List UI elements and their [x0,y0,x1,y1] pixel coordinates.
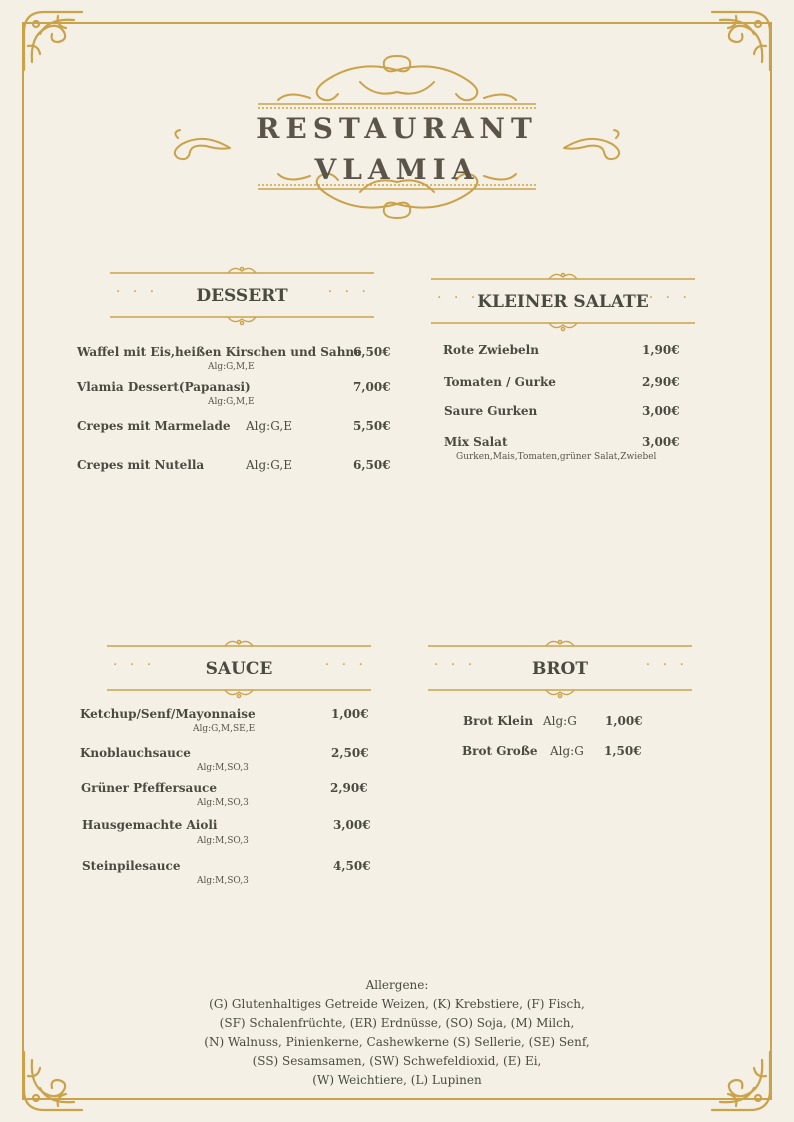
menu-item-price: 3,00€ [642,435,680,449]
menu-item-price: 7,00€ [353,380,391,394]
menu-item-allergens: Alg:M,SO,3 [197,876,249,886]
decorative-dots: · · · [116,284,159,300]
section-header-sauce [107,639,371,701]
section-header-kleiner-salate [431,272,695,334]
menu-item-price: 1,90€ [642,343,680,357]
menu-item-name: Brot Klein [463,714,534,728]
corner-ornament-top-left [18,6,88,76]
menu-item-price: 6,50€ [353,458,391,472]
menu-item-price: 6,50€ [353,345,391,359]
menu-item-price: 3,00€ [642,404,680,418]
menu-item-name: Hausgemachte Aioli [82,818,218,832]
menu-item-price: 1,00€ [331,707,369,721]
menu-item-price: 5,50€ [353,419,391,433]
menu-item-name: Brot Große [462,744,538,758]
section-title-brot: BROT [532,659,588,679]
menu-item-allergens: Alg:G [543,714,577,728]
allergen-legend [160,976,634,1090]
menu-item-allergens: Alg:M,SO,3 [197,836,249,846]
decorative-dots: · · · [645,657,688,673]
restaurant-name-line1: RESTAURANT [256,112,538,145]
decorative-dots: · · · [434,657,477,673]
menu-item-price: 3,00€ [333,818,371,832]
menu-item-name: Mix Salat [444,435,508,449]
section-title-kleiner-salate: KLEINER SALATE [477,292,649,312]
restaurant-name-line2: VLAMIA [314,153,480,186]
menu-item-name: Steinpilesauce [82,859,181,873]
decorative-dots: · · · [324,657,367,673]
menu-item-name: Tomaten / Gurke [444,375,556,389]
section-header-dessert [110,266,374,328]
menu-item-name: Crepes mit Nutella [77,458,205,472]
menu-item-name: Knoblauchsauce [80,746,191,760]
restaurant-header [160,52,634,224]
menu-item-allergens: Alg:M,SO,3 [197,798,249,808]
corner-ornament-top-right [706,6,776,76]
corner-ornament-bottom-left [18,1046,88,1116]
allergen-heading: Allergene: [365,978,429,992]
corner-ornament-bottom-right [706,1046,776,1116]
menu-item-name: Saure Gurken [444,404,538,418]
menu-item-allergens: Alg:G,E [246,419,292,433]
section-header-brot [428,639,692,701]
menu-item-name: Waffel mit Eis,heißen Kirschen und Sahne [77,345,362,359]
menu-item-allergens: Alg:G,M,E [208,397,255,407]
allergen-line: (G) Glutenhaltiges Getreide Weizen, (K) Krebstiere, (F) Fisch, [209,997,585,1011]
menu-item-price: 1,00€ [605,714,643,728]
menu-item-allergens: Alg:G [550,744,584,758]
allergen-line: (SS) Sesamsamen, (SW) Schwefeldioxid, (E) Ei, [252,1054,542,1068]
decorative-dots: · · · [113,657,156,673]
menu-item-price: 2,90€ [330,781,368,795]
menu-item-description: Gurken,Mais,Tomaten,grüner Salat,Zwiebel [456,452,657,462]
menu-item-name: Rote Zwiebeln [443,343,539,357]
menu-item-name: Ketchup/Senf/Mayonnaise [80,707,256,721]
allergen-line: (N) Walnuss, Pinienkerne, Cashewkerne (S) Sellerie, (SE) Senf, [204,1035,590,1049]
menu-item-price: 4,50€ [333,859,371,873]
decorative-dots: · · · [327,284,370,300]
menu-item-name: Grüner Pfeffersauce [81,781,217,795]
menu-item-price: 2,50€ [331,746,369,760]
decorative-dots: · · · [648,290,691,306]
allergen-line: (SF) Schalenfrüchte, (ER) Erdnüsse, (SO) Soja, (M) Milch, [219,1016,575,1030]
decorative-dots: · · · [437,290,480,306]
menu-item-name: Crepes mit Marmelade [77,419,231,433]
menu-item-allergens: Alg:G,E [246,458,292,472]
allergen-line: (W) Weichtiere, (L) Lupinen [312,1073,482,1087]
section-title-dessert: DESSERT [196,286,288,306]
menu-item-allergens: Alg:G,M,SE,E [193,724,256,734]
menu-item-price: 1,50€ [604,744,642,758]
menu-item-allergens: Alg:G,M,E [208,362,255,372]
section-title-sauce: SAUCE [205,659,273,679]
menu-item-price: 2,90€ [642,375,680,389]
menu-item-name: Vlamia Dessert(Papanasi) [77,380,251,394]
menu-item-allergens: Alg:M,SO,3 [197,763,249,773]
